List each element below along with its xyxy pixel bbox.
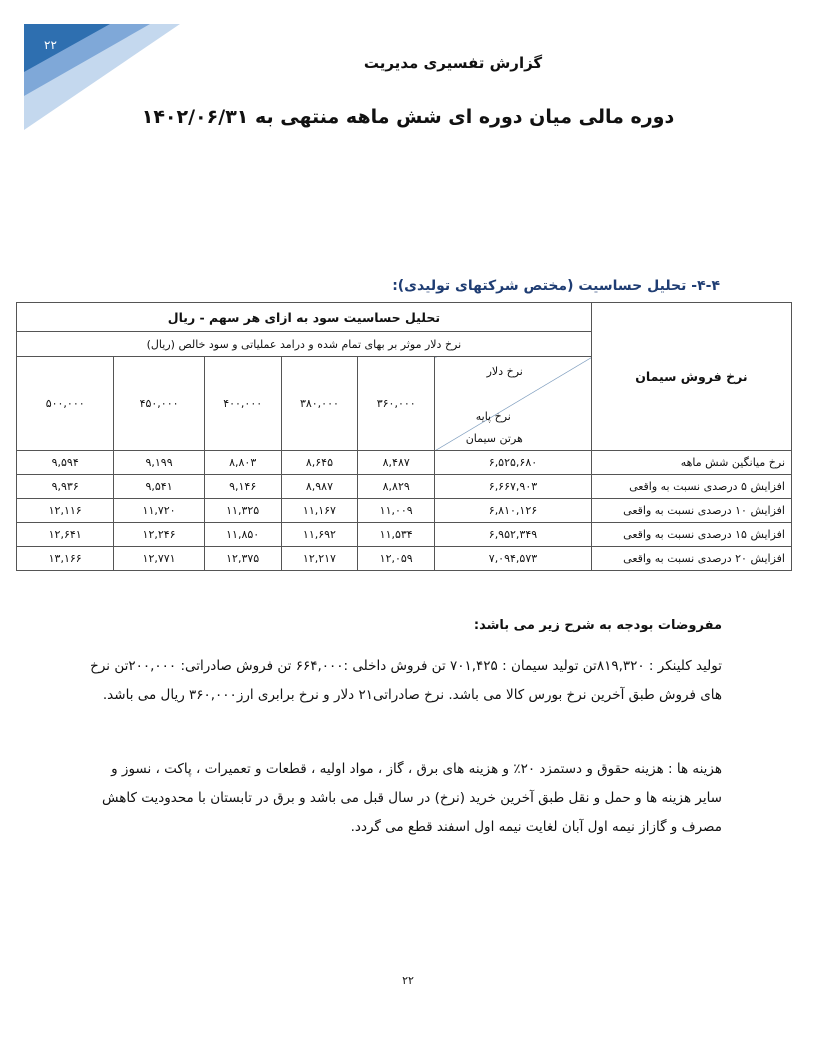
diag-bottom-label-2: هرتن سیمان <box>465 432 523 445</box>
value-cell: ۱۱,۳۲۵ <box>204 499 281 523</box>
value-cell: ۱۱,۷۲۰ <box>114 499 204 523</box>
table-row <box>17 451 792 475</box>
value-cell: ۹,۹۳۶ <box>17 475 114 499</box>
diag-bottom-label-1: نرخ پایه <box>475 410 511 423</box>
base-price: ۶,۸۱۰,۱۲۶ <box>435 499 592 523</box>
sensitivity-table <box>16 302 792 571</box>
row-label: افزایش ۱۰ درصدی نسبت به واقعی <box>591 499 791 523</box>
table-row <box>17 547 792 571</box>
diag-top-label: نرخ دلار <box>486 365 523 378</box>
base-price: ۶,۶۶۷,۹۰۳ <box>435 475 592 499</box>
dollar-rate-header: ۴۰۰,۰۰۰ <box>204 357 281 451</box>
value-cell: ۱۲,۲۱۷ <box>281 547 358 571</box>
diagonal-header-cell <box>435 357 592 451</box>
footer-page-number: ۲۲ <box>402 974 414 987</box>
value-cell: ۱۲,۲۴۶ <box>114 523 204 547</box>
value-cell: ۸,۴۸۷ <box>358 451 435 475</box>
table-title-row <box>17 303 792 332</box>
table-subtitle: نرخ دلار موثر بر بهای تمام شده و درامد عملیاتی و سود خالص (ریال) <box>17 332 592 357</box>
dollar-rate-header: ۳۶۰,۰۰۰ <box>358 357 435 451</box>
value-cell: ۱۲,۶۴۱ <box>17 523 114 547</box>
value-cell: ۹,۵۹۴ <box>17 451 114 475</box>
section-heading: ۴-۴- تحلیل حساسیت (مختص شرکتهای تولیدی): <box>392 278 720 294</box>
corner-page-number: ۲۲ <box>44 38 57 52</box>
value-cell: ۸,۸۲۹ <box>358 475 435 499</box>
value-cell: ۱۳,۱۶۶ <box>17 547 114 571</box>
assumptions-title: مفروضات بودجه به شرح زیر می باشد: <box>473 618 722 633</box>
base-price: ۶,۵۲۵,۶۸۰ <box>435 451 592 475</box>
base-price: ۶,۹۵۲,۳۴۹ <box>435 523 592 547</box>
value-cell: ۹,۵۴۱ <box>114 475 204 499</box>
row-label: افزایش ۲۰ درصدی نسبت به واقعی <box>591 547 791 571</box>
dollar-rate-header: ۳۸۰,۰۰۰ <box>281 357 358 451</box>
table-title: تحلیل حساسیت سود به ازای هر سهم - ریال <box>17 303 592 332</box>
corner-label-cell: نرخ فروش سیمان <box>591 303 791 451</box>
value-cell: ۱۱,۵۳۴ <box>358 523 435 547</box>
dollar-rate-header: ۵۰۰,۰۰۰ <box>17 357 114 451</box>
value-cell: ۹,۱۴۶ <box>204 475 281 499</box>
dollar-rate-header: ۴۵۰,۰۰۰ <box>114 357 204 451</box>
value-cell: ۱۱,۸۵۰ <box>204 523 281 547</box>
assumptions-paragraph-2: هزینه ها : هزینه حقوق و دستمزد ۲۰٪ و هزینه های برق ، گاز ، مواد اولیه ، قطعات و تعمیرات ، پاکت ، نسوز و سایر هزینه ها و حمل و نقل طبق آخرین خرید (نرخ) در سال قبل می باشد و برق در تابستان با محدودیت کاهش مصرف و گازاز نیمه اول آبان لغایت نیمه اول اسفند قطع می گردد. <box>102 761 722 835</box>
table-row <box>17 499 792 523</box>
row-label: افزایش ۱۵ درصدی نسبت به واقعی <box>591 523 791 547</box>
row-label: نرخ میانگین شش ماهه <box>591 451 791 475</box>
period-title: دوره مالی میان دوره ای شش ماهه منتهی به ۱۴۰۲/۰۶/۳۱ <box>141 106 675 128</box>
value-cell: ۱۱,۱۶۷ <box>281 499 358 523</box>
value-cell: ۱۱,۰۰۹ <box>358 499 435 523</box>
value-cell: ۱۲,۱۱۶ <box>17 499 114 523</box>
report-title: گزارش تفسیری مدیریت <box>363 54 543 72</box>
value-cell: ۸,۸۰۳ <box>204 451 281 475</box>
row-label: افزایش ۵ درصدی نسبت به واقعی <box>591 475 791 499</box>
table-row <box>17 475 792 499</box>
value-cell: ۸,۶۴۵ <box>281 451 358 475</box>
table-row <box>17 523 792 547</box>
value-cell: ۱۲,۷۷۱ <box>114 547 204 571</box>
value-cell: ۱۲,۳۷۵ <box>204 547 281 571</box>
value-cell: ۱۲,۰۵۹ <box>358 547 435 571</box>
value-cell: ۱۱,۶۹۲ <box>281 523 358 547</box>
value-cell: ۸,۹۸۷ <box>281 475 358 499</box>
value-cell: ۹,۱۹۹ <box>114 451 204 475</box>
assumptions-paragraph-1: تولید کلینکر : ۸۱۹,۳۲۰تن تولید سیمان : ۷۰۱,۴۲۵ تن فروش داخلی :۶۶۴,۰۰۰ تن فروش صادراتی: ۲۰۰,۰۰۰تن نرخ های فروش طبق آخرین نرخ بورس کالا می باشد. نرخ صادراتی۲۱ دلار و نرخ برابری ارز۳۶۰,۰۰۰ ریال می باشد. <box>90 658 722 703</box>
base-price: ۷,۰۹۴,۵۷۳ <box>435 547 592 571</box>
